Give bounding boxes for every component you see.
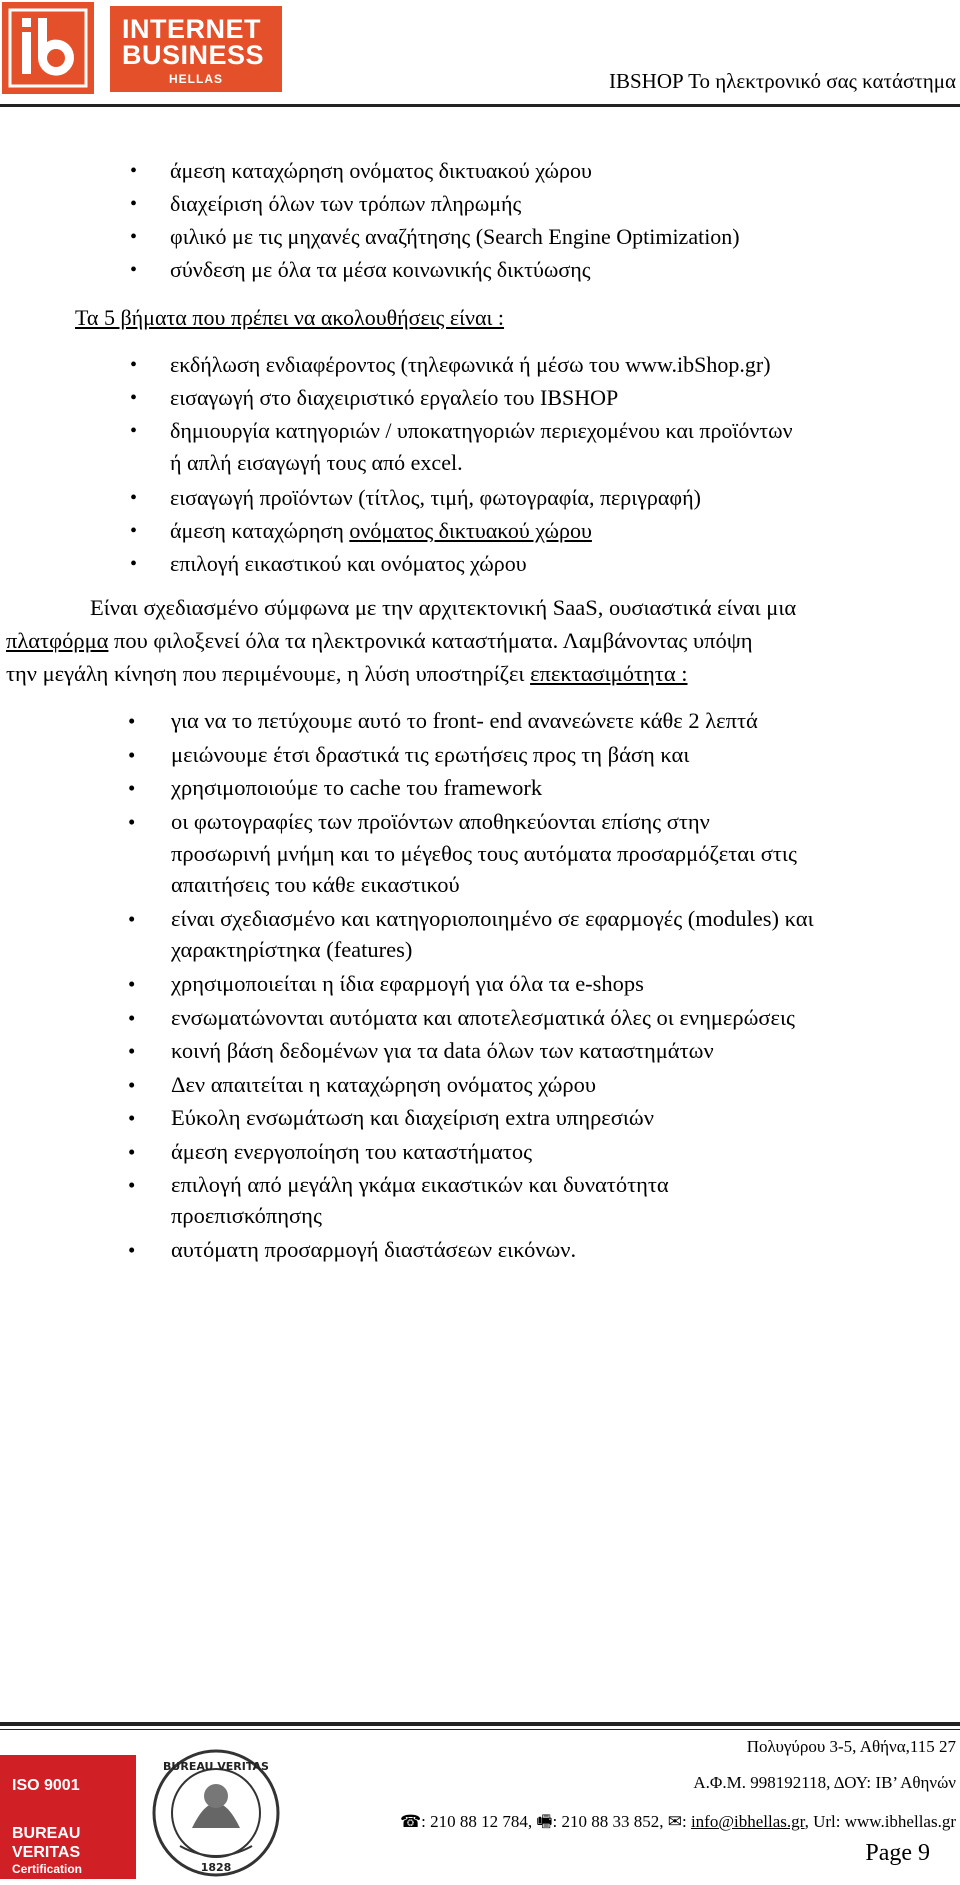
list-item-continuation: προσωρινή μνήμη και το μέγεθος τους αυτόματα προσαρμόζεται στις (171, 841, 797, 866)
list-item-continuation: προεπισκόπησης (171, 1203, 322, 1228)
document-title: IBSHOP Το ηλεκτρονικό σας κατάστημα (608, 69, 956, 93)
platform-link[interactable]: πλατφόρμα (6, 628, 109, 653)
logo-line-business: BUSINESS (122, 40, 265, 70)
footer-address: Πολυγύρου 3-5, Αθήνα,115 27 (746, 1737, 956, 1756)
header-divider (0, 104, 960, 107)
list-item-continuation: απαιτήσεις του κάθε εικαστικού (171, 872, 460, 897)
company-logo (110, 6, 282, 92)
scalability-link[interactable]: επεκτασιμότητα : (530, 661, 688, 686)
fax-icon: 🖷 (536, 1812, 553, 1831)
logo-line-hellas: HELLAS (169, 72, 223, 86)
svg-text:1828: 1828 (200, 1861, 232, 1874)
page-number: Page 9 (865, 1840, 930, 1866)
logo-line-internet: INTERNET (122, 14, 261, 44)
paragraph-line: Είναι σχεδιασμένο σύμφωνα με την αρχιτεκτονική SaaS, ουσιαστικά είναι μια (90, 595, 797, 620)
list-item-continuation: ή απλή εισαγωγή τους από excel. (170, 450, 463, 475)
bureau-veritas-seal-icon (150, 1746, 282, 1880)
svg-text:BUREAU VERITAS: BUREAU VERITAS (163, 1760, 269, 1773)
paragraph-line: την μεγάλη κίνηση που περιμένουμε, η λύση υποστηρίζει επεκτασιμότητα : (6, 661, 688, 686)
page-header (0, 0, 960, 110)
iso-certification-badge: ISO 9001 BUREAU VERITAS Certification (0, 1755, 136, 1879)
domain-name-link[interactable]: ονόματος δικτυακού χώρου (349, 518, 592, 543)
ib-logo-icon (2, 2, 94, 94)
email-link[interactable]: info@ibhellas.gr (690, 1812, 805, 1831)
footer-contact: ☎: 210 88 12 784, 🖷: 210 88 33 852, ✉: info@ibhellas.gr, Url: www.ibhellas.gr (399, 1812, 956, 1831)
footer-tax-info: Α.Φ.Μ. 998192118, ΔΟΥ: ΙΒ’ Αθηνών (693, 1773, 956, 1792)
email-icon: ✉ (667, 1812, 682, 1831)
list-item-continuation: χαρακτηρίστηκα (features) (171, 937, 413, 962)
steps-heading: Τα 5 βήματα που πρέπει να ακολουθήσεις είναι : (75, 305, 505, 330)
footer-divider-thin (0, 1729, 960, 1730)
phone-icon: ☎ (399, 1812, 422, 1831)
paragraph-line: πλατφόρμα που φιλοξενεί όλα τα ηλεκτρονικά καταστήματα. Λαμβάνοντας υπόψη (6, 628, 753, 653)
footer-divider (0, 1722, 960, 1726)
